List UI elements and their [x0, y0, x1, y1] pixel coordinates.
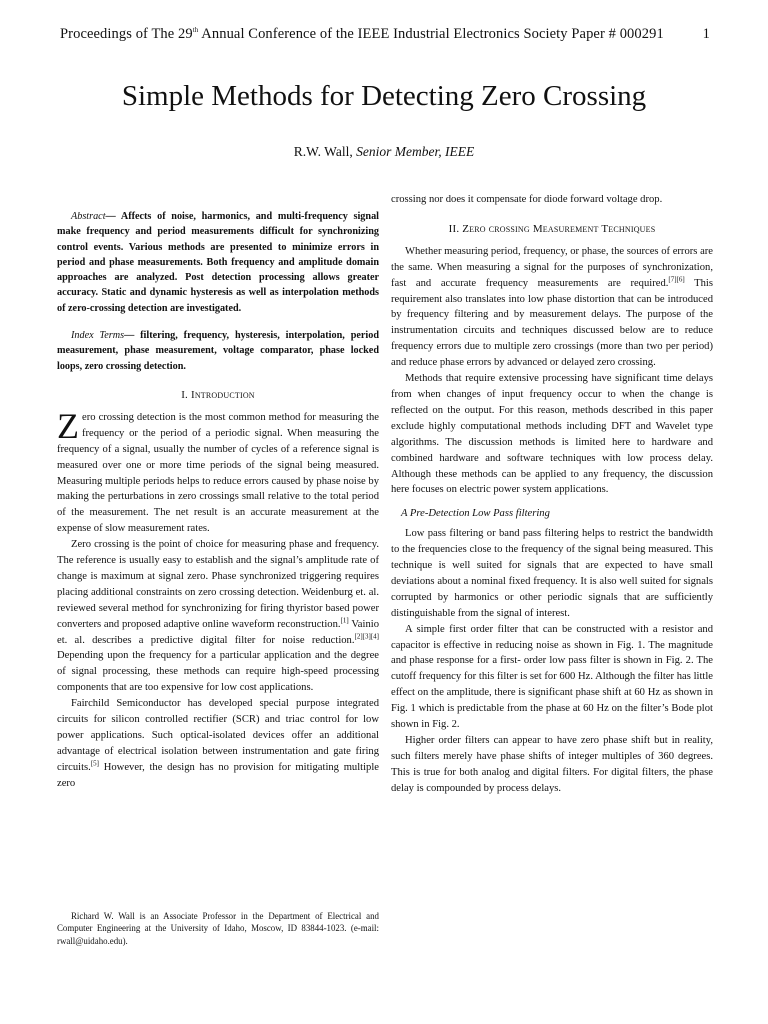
running-head: [60, 26, 710, 43]
citation: [7][6]: [668, 275, 685, 284]
techniques-paragraph-1: Whether measuring period, frequency, or phase, the sources of errors are the same. When measuring a signal for the purposes of synchronization, fast and accurate frequency measurements are required.[7][6] This requirement also translates into low phase distortion that can be introduced by frequency filtering and by measurement delays. The purpose of the instrumentation circuits and techniques discussed below are to reduce frequency errors due to multiple zero crossings (more than two per period) and reduce phase errors by advanced or delayed zero crossing.: [391, 245, 713, 369]
filtering-paragraph-1: Low pass filtering or band pass filtering helps to restrict the bandwidth to the frequencies close to the frequency of the signal being measured. This technique is well suited for signals that are expected to have small deviations about a nominal fixed frequency. It is also well suited for signals corrupted by harmonics or other periodic signals that are sufficiently distinguishable from the signal of interest.: [391, 528, 713, 619]
citation: [2][3][4]: [354, 632, 379, 641]
intro-paragraph-1: Zero crossing detection is the most common method for measuring the frequency or the period of a periodic signal. When measuring the frequency of a signal, usually the number of cycles of a reference signal is measured over one or more time periods of the signal being measured. Measuring multiple periods helps to reduce errors caused by phase noise by making the perturbations in zero crossings small relative to the total period of the measurement. The net result is an accurate measurement at the expense of slow measurement rates.: [57, 405, 379, 535]
section-heading-techniques: II. Zero crossing Measurement Techniques: [448, 222, 656, 235]
abstract: Abstract— Affects of noise, harmonics, and multi-frequency signal make frequency and period measurements difficult for synchronizing control events. Various methods are presented to minimize errors in period and phase measurements. Both frequency and amplitude domain approaches are analyzed. Post detection processing allows greater accuracy. Static and dynamic hysteresis as well as interpolation methods of zero-crossing detection are investigated.: [57, 211, 379, 314]
intro-paragraph-2: Zero crossing is the point of choice for measuring phase and frequency. The reference is usually easy to establish and the signal’s amplitude rate of change is maximum at signal zero. Phase synchronized triggering requires placing additional constraints on zero crossing detection. Weidenburg et. al. reviewed several method for synchronizing for firing thyristor based power converters and proposed adaptive online waveform reconstruction.[1] Vainio et. al. describes a predictive digital filter for noise reduction.[2][3][4] Depending upon the frequency for a particular application and the degree of signal processing, these methods can require high-speed processing components that are too expensive for low cost applications.: [57, 539, 379, 694]
author-line: [0, 144, 768, 160]
footnote-text: Richard W. Wall is an Associate Professor in the Department of Electrical and Computer Engineering at the University of Idaho, Moscow, ID 83844-1023. (e-mail: rwall@uidaho.edu).: [57, 911, 379, 946]
running-head-text: Proceedings of The 29th Annual Conference of the IEEE Industrial Electronics Society Paper # 000291: [60, 26, 664, 42]
author-role: Senior Member, IEEE: [356, 144, 475, 159]
paper-title: Simple Methods for Detecting Zero Crossing: [121, 80, 647, 112]
continuation-paragraph: crossing nor does it compensate for diode forward voltage drop.: [391, 194, 663, 205]
intro-paragraph-3: Fairchild Semiconductor has developed special purpose integrated circuits for silicon controlled rectifier (SCR) and triac control for low power applications. Such optical-isolated devices offer an additional advantage of electrical isolation between instrumentation and gate firing circuits.[5] However, the design has no provision for mitigating multiple zero: [57, 698, 379, 789]
filtering-paragraph-3: Higher order filters can appear to have zero phase shift but in reality, such filters merely have phase shifts of integer multiples of 360 degrees. This is true for both analog and digital filters. For digital filters, the phase delay is compounded by process delays.: [391, 735, 713, 794]
drop-cap: Z: [57, 405, 79, 446]
index-terms: Index Terms— filtering, frequency, hysteresis, interpolation, period measurement, phase measurement, voltage comparator, phase locked loops, zero crossing detection.: [57, 330, 379, 372]
section-heading-introduction: I. Introduction: [181, 388, 255, 401]
citation: [1]: [340, 616, 349, 625]
author-name: R.W. Wall,: [293, 144, 357, 159]
author-footnote: [57, 910, 379, 947]
page-number: 1: [702, 26, 710, 42]
subsection-heading-a: A Pre-Detection Low Pass filtering: [401, 508, 550, 520]
left-column: [57, 192, 379, 792]
citation: [5]: [90, 759, 100, 768]
right-column: [391, 192, 713, 797]
filtering-paragraph-2: A simple first order filter that can be constructed with a resistor and capacitor is effective in reducing noise as shown in Fig. 1. The magnitude and phase response for a first- order low pass filter is shown in Fig. 2. The cutoff frequency for this filter is set for 600 Hz. Although the filter has little effect on the amplitude, there is significant phase shift at 60 Hz as shown in Fig. 1 which is predictable from the phase at 60 Hz on the filter’s Bode plot shown in Fig. 2.: [391, 623, 713, 731]
techniques-paragraph-2: Methods that require extensive processing have significant time delays from when changes of input frequency occur to when the change is reflected on the output. For this reason, methods described in this paper exclude highly computational methods including DFT and Wavelet type algorithms. The discussion methods is limited here to hardware and combined hardware and software techniques with low process delay. Although these methods can be applied to any frequency, the discussion here focuses on electric power system applications.: [391, 373, 713, 496]
